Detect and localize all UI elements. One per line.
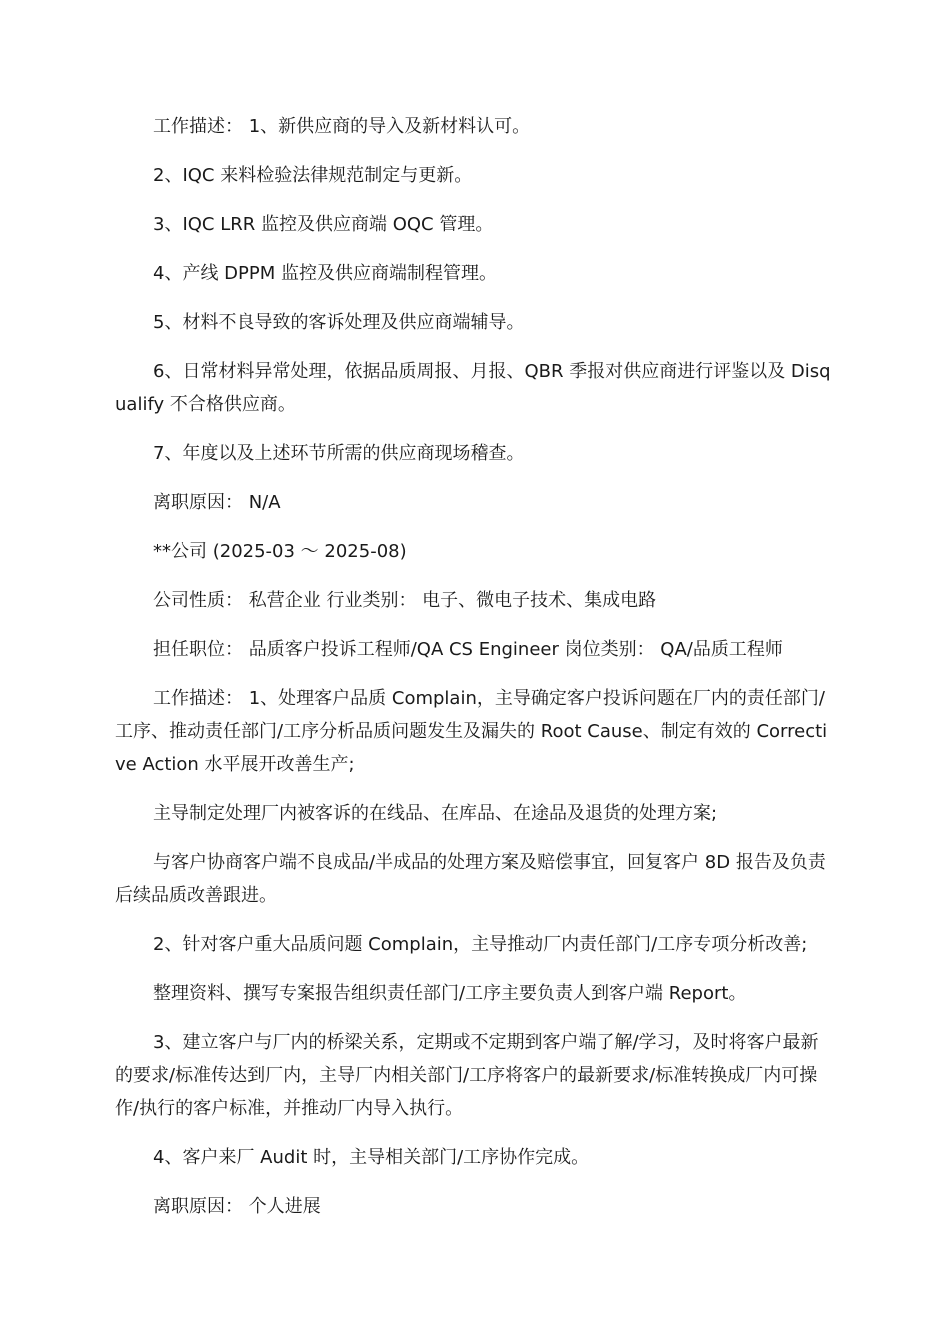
job-duty-bridge: 3、建立客户与厂内的桥梁关系，定期或不定期到客户端了解/学习，及时将客户最新的要求/标准传达到厂内，主导厂内相关部门/工序将客户的最新要求/标准转换成厂内可操作/执行的客户标准，并推动厂内导入执行。	[115, 1032, 819, 1119]
company-nature: 公司性质： 私营企业 行业类别： 电子、微电子技术、集成电路	[153, 590, 657, 611]
job-duty-5: 5、材料不良导致的客诉处理及供应商端辅导。	[153, 312, 525, 333]
leave-reason-2: 离职原因： 个人进展	[153, 1196, 321, 1217]
company-heading: **公司 (2025-03 ～ 2025-08)	[153, 541, 407, 562]
job-duty-3: 3、IQC LRR 监控及供应商端 OQC 管理。	[153, 214, 494, 235]
job-description-1: 工作描述： 1、新供应商的导入及新材料认可。	[153, 116, 531, 137]
job-duty-negotiate: 与客户协商客户端不良成品/半成品的处理方案及赔偿事宜，回复客户 8D 报告及负责后续品质改善跟进。	[115, 852, 826, 906]
resume-content	[115, 110, 835, 1223]
position-info: 担任职位： 品质客户投诉工程师/QA CS Engineer 岗位类别： QA/品质工程师	[153, 639, 783, 660]
job-duty-6: 6、日常材料异常处理，依据品质周报、月报、QBR 季报对供应商进行评鉴以及 Disqualify 不合格供应商。	[115, 361, 831, 415]
job-duty-major-complain: 2、针对客户重大品质问题 Complain，主导推动厂内责任部门/工序专项分析改善;	[153, 934, 808, 955]
job-duty-report: 整理资料、撰写专案报告组织责任部门/工序主要负责人到客户端 Report。	[153, 983, 747, 1004]
job-duty-audit: 4、客户来厂 Audit 时，主导相关部门/工序协作完成。	[153, 1147, 590, 1168]
job-duty-plan: 主导制定处理厂内被客诉的在线品、在库品、在途品及退货的处理方案;	[153, 803, 718, 824]
job-duty-7: 7、年度以及上述环节所需的供应商现场稽查。	[153, 443, 525, 464]
job-description-2: 工作描述： 1、处理客户品质 Complain，主导确定客户投诉问题在厂内的责任部门/工序、推动责任部门/工序分析品质问题发生及漏失的 Root Cause、制定有效的 Corrective Action 水平展开改善生产;	[115, 688, 828, 775]
leave-reason-1: 离职原因： N/A	[153, 492, 281, 513]
job-duty-2: 2、IQC 来料检验法律规范制定与更新。	[153, 165, 473, 186]
job-duty-4: 4、产线 DPPM 监控及供应商端制程管理。	[153, 263, 497, 284]
